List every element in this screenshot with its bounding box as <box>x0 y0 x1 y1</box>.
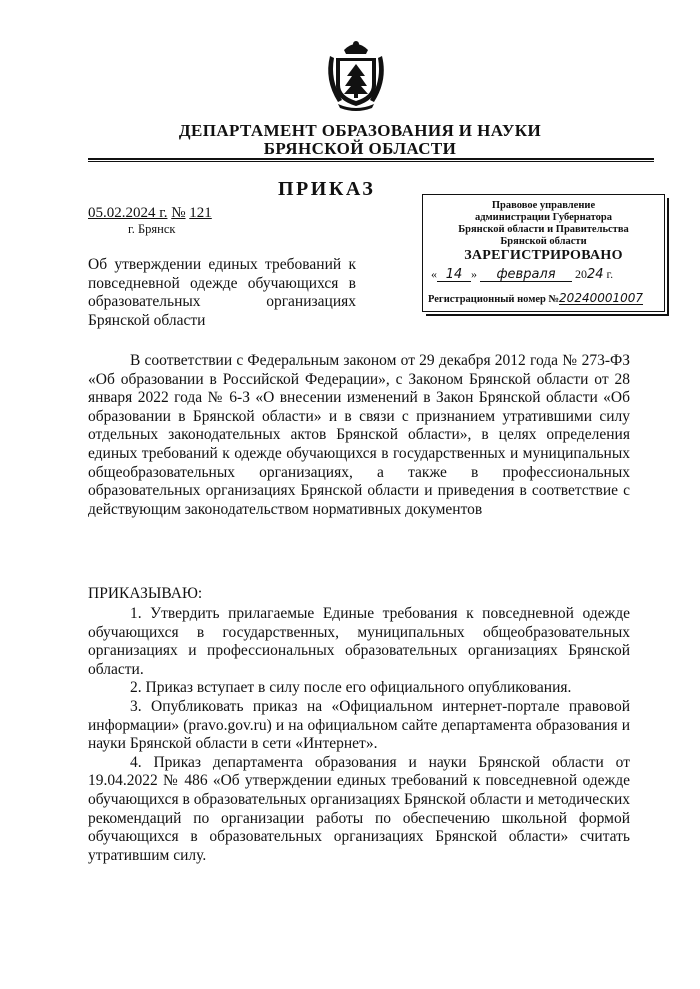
header-divider-thin <box>88 161 654 162</box>
stamp-year-prefix: 20 <box>575 267 587 281</box>
stamp-line2: администрации Губернатора <box>474 212 613 223</box>
order-item-4: 4. Приказ департамента образования и науки Брянской области от 19.04.2022 № 486 «Об утверждении единых требований к повседневной одежде обучающихся в образовательных организациях Брянской области и методических рекомендаций по организации работы по обеспечению школьной формой обучающихся в образовательных организациях Брянской области» считать утратившим силу. <box>88 753 630 864</box>
order-number-sign: № <box>171 205 186 221</box>
stamp-year-unit: г. <box>606 267 614 281</box>
order-city: г. Брянск <box>128 222 176 236</box>
order-item-3: 3. Опубликовать приказ на «Официальном интернет-портале правовой информации» (pravo.gov.ru) и на официальном сайте департамента образования и науки Брянской области в сети «Интернет». <box>88 697 630 753</box>
order-subject: Об утверждении единых требований к повседневной одежде обучающихся в образовательных организациях Брянской области <box>88 256 356 329</box>
stamp-month: февраля <box>480 269 572 282</box>
stamp-date: « 14 » февраля 2024 г. <box>431 267 614 282</box>
order-date-number <box>88 205 212 222</box>
stamp-line3: Брянской области и Правительства <box>458 224 629 235</box>
order-number: 121 <box>189 205 212 221</box>
stamp-reg-number: 20240001007 <box>559 291 644 305</box>
stamp-day: 14 <box>437 269 471 282</box>
stamp-year-suffix: 24 <box>587 267 604 282</box>
header-divider <box>88 158 654 160</box>
department-name-line2: БРЯНСКОЙ ОБЛАСТИ <box>263 139 457 158</box>
stamp-line4: Брянской области <box>500 236 587 247</box>
order-item-2: 2. Приказ вступает в силу после его официального опубликования. <box>130 679 572 697</box>
stamp-reg-line <box>423 292 664 306</box>
preamble-block <box>88 352 630 519</box>
stamp-line1: Правовое управление <box>491 200 596 211</box>
order-items <box>88 605 630 865</box>
document-title: ПРИКАЗ <box>278 178 376 200</box>
directive-heading: ПРИКАЗЫВАЮ: <box>88 585 203 602</box>
registration-stamp <box>422 194 665 312</box>
order-item-1: 1. Утвердить прилагаемые Единые требования к повседневной одежде обучающихся в государственных, муниципальных общеобразовательных организациях и профессиональных образовательных организациях Брянской области. <box>88 605 630 678</box>
stamp-registered: ЗАРЕГИСТРИРОВАНО <box>464 248 623 263</box>
bryansk-coat-of-arms-icon <box>322 36 390 112</box>
preamble-paragraph: В соответствии с Федеральным законом от 29 декабря 2012 года № 273-ФЗ «Об образовании в Российской Федерации», с Законом Брянской области от 28 января 2022 года № 6-З «О внесении изменений в Закон Брянской области «Об образовании в Брянской области» и в связи с признанием утратившими силу отдельных законодательных актов Брянской области», в целях определения единых требований к одежде обучающихся в государственных и муниципальных общеобразовательных организациях, а также в профессиональных образовательных организациях Брянской области и приведения в соответствие с действующим законодательством нормативных документов <box>88 352 630 518</box>
order-date: 05.02.2024 г. <box>88 205 168 221</box>
department-name-line1: ДЕПАРТАМЕНТ ОБРАЗОВАНИЯ И НАУКИ <box>178 121 542 140</box>
stamp-reg-label: Регистрационный номер № <box>428 294 560 305</box>
